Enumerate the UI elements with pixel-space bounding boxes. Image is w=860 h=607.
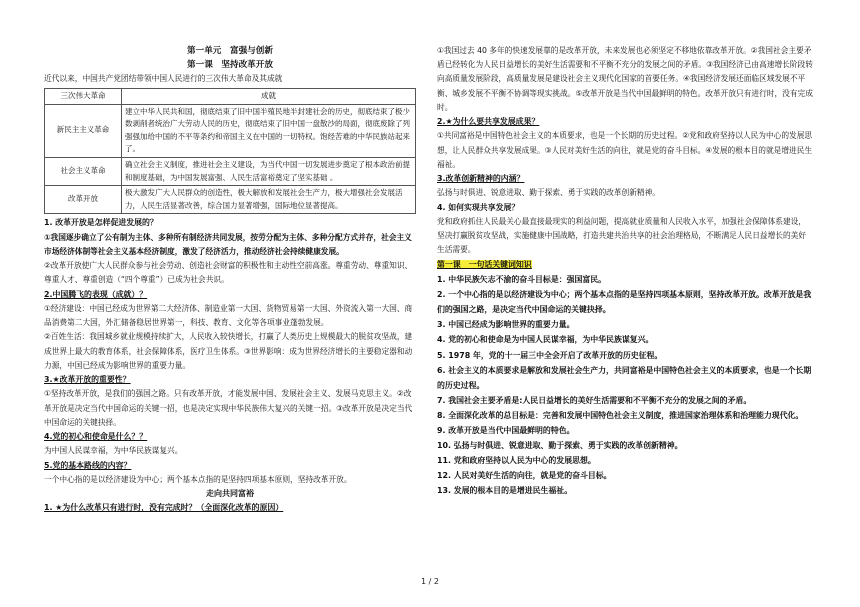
table-cell-text: 建立中华人民共和国，彻底结束了旧中国半殖民地半封建社会的历史，彻底结束了极少数剥削者统治广大劳动人民的历史，彻底结束了旧中国一盘散沙的局面，彻底废除了列强强加给中国的不平等条约和帝国主义在中国的一切特权。饱经苦难的中华民族站起来了。 — [122, 104, 416, 157]
key-point-item: 4. 党的初心和使命是为中国人民谋幸福，为中华民族谋复兴。 — [437, 335, 654, 345]
table-cell-name: 社会主义革命 — [45, 157, 122, 185]
table-header-revolution: 三次伟大革命 — [45, 89, 122, 105]
answer-text: 弘扬与时俱进、锐意进取、勤于探索、勇于实践的改革创新精神。 — [437, 188, 660, 198]
key-point-item: 13. 发展的根本目的是增进民生福祉。 — [437, 486, 573, 496]
question-heading: 1. ★为什么改革只有进行时，没有完成时？（全面深化改革的原因） — [44, 503, 284, 513]
answer-text: ①我国过去 40 多年的快速发展靠的是改革开放，未来发展也必须坚定不移地依靠改革开放。②我国社会主要矛盾已经转化为人民日益增长的美好生活需要和不平衡不充分的发展之间的矛盾。③我国经济已由高速增长阶段转向高质量发展阶段，高质量发展是建设社会主义现代化国家的首要任务。④我国经济发展还面临区域发展不平衡、城乡发展不平衡不协调等现实挑战。⑤改革开放是当代中国最鲜明的特色。改革开放只有进行时，没有完成时。 — [437, 46, 813, 112]
unit-title: 第一单元 富强与创新 — [187, 46, 273, 56]
answer-text: ②改革开放使广大人民群众参与社会劳动、创造社会财富的积极性和主动性空前高涨。尊重劳动、尊重知识、尊重人才、尊重创造（“四个尊重”）已成为社会共识。 — [44, 261, 413, 285]
table-cell-text: 极大激发广大人民群众的创造性，极大解放和发展社会生产力，极大增强社会发展活力，人民生活显著改善，综合国力显著增强，国际地位显著提高。 — [122, 186, 416, 214]
question-heading: 2.★为什么要共享发展成果？ — [437, 117, 540, 127]
key-point-item: 1. 中华民族矢志不渝的奋斗目标是：强国富民。 — [437, 275, 607, 285]
key-point-item: 9. 改革开放是当代中国最鲜明的特色。 — [437, 426, 575, 435]
key-point-item: 5. 1978 年，党的十一届三中全会开启了改革开放的历史征程。 — [437, 350, 663, 360]
answer-text: 一个中心指的是以经济建设为中心；两个基本点指的是坚持四项基本原则，坚持改革开放。 — [44, 475, 352, 485]
table-row — [45, 186, 416, 214]
revolutions-table — [44, 88, 416, 214]
section-title: 走向共同富裕 — [206, 489, 254, 499]
right-column — [437, 44, 813, 498]
key-point-item: 7. 我国社会主要矛盾是:人民日益增长的美好生活需要和不平衡不充分的发展之间的矛盾。 — [437, 395, 752, 405]
question-heading: 4. 如何实现共享发展？ — [437, 202, 520, 212]
left-column — [44, 44, 416, 516]
key-points-heading — [437, 258, 813, 272]
question-heading: 4.党的初心和使命是什么？？ — [44, 432, 148, 441]
table-header-row — [45, 89, 416, 105]
page-number: 1 / 2 — [421, 577, 439, 586]
table-cell-name: 改革开放 — [45, 186, 122, 214]
answer-text: 为中国人民谋幸福，为中华民族谋复兴。 — [44, 446, 183, 456]
key-point-item: 2. 一个中心指的是以经济建设为中心；两个基本点指的是坚持四项基本原则，坚持改革开放。改革开放是我们的强国之路，是决定当代中国命运的关键抉择。 — [437, 290, 812, 315]
table-cell-name: 新民主主义革命 — [45, 104, 122, 157]
key-point-item: 11. 党和政府坚持以人民为中心的发展思想。 — [437, 456, 596, 466]
key-point-item: 6. 社会主义的本质要求是解放和发展社会生产力，共同富裕是中国特色社会主义的本质要求，也是一个长期的历史过程。 — [437, 365, 812, 390]
answer-text: ①我国逐步确立了公有制为主体、多种所有制经济共同发展，按劳分配为主体、多种分配方式并存，社会主义市场经济体制等社会主义基本经济制度，激发了经济活力，推动经济社会持续健康发展。 — [44, 232, 412, 256]
answer-text: ①共同富裕是中国特色社会主义的本质要求，也是一个长期的历史过程。②党和政府坚持以人民为中心的发展思想，让人民群众共享发展成果。③人民对美好生活的向往，就是党的奋斗目标。④发展的根本目的就是增进民生福祉。 — [437, 131, 813, 169]
question-heading: 2.中国腾飞的表现（成就）？ — [44, 289, 148, 299]
key-point-item: 8. 全面深化改革的总目标是：完善和发展中国特色社会主义制度，推进国家治理体系和治理能力现代化。 — [437, 410, 804, 420]
lesson-title: 第一课 坚持改革开放 — [187, 60, 273, 70]
table-header-achievement: 成就 — [122, 89, 416, 105]
table-intro: 近代以来，中国共产党团结带领中国人民进行的三次伟大革命及其成就 — [44, 74, 283, 83]
answer-text: ①坚持改革开放，是我们的强国之路。只有改革开放，才能发展中国、发展社会主义、发展马克思主义。②改革开放是决定当代中国命运的关键一招，也是决定实现中华民族伟大复兴的关键一招。③改革开放是决定当代中国命运的关键抉择。 — [44, 389, 413, 427]
answer-text: ①经济建设：中国已经成为世界第二大经济体、制造业第一大国、货物贸易第一大国、外资流入第一大国、商品消费第二大国，外汇储备稳居世界第一，科技、教育、文化等各项事业蓬勃发展。 — [44, 303, 413, 328]
question-heading: 1. 改革开放是怎样促进发展的？ — [44, 218, 158, 228]
answer-text: 党和政府抓住人民最关心最直接最现实的利益问题，提高就业质量和人民收入水平，加强社会保障体系建设，坚决打赢脱贫攻坚战，实施健康中国战略，打造共建共治共享的社会治理格局，不断满足人民日益增长的美好生活需要。 — [437, 217, 807, 255]
table-row — [45, 104, 416, 157]
question-heading: 5.党的基本路线的内容？ — [44, 460, 132, 470]
key-point-item: 3. 中国已经成为影响世界的重要力量。 — [437, 320, 575, 330]
question-heading: 3.改革创新精神的内涵？ — [437, 174, 525, 184]
answer-text: ②百姓生活：我国城乡就业规模持续扩大，人民收入较快增长，打赢了人类历史上规模最大的脱贫攻坚战，建成世界上最大的教育体系，社会保障体系，医疗卫生体系。③世界影响：成为世界经济增长的主要稳定器和动力源，中国已经成为影响世界的重要力量。 — [44, 332, 413, 370]
highlighted-heading: 第一课 一句话关键词知识 — [437, 259, 532, 269]
question-heading: 3.★改革开放的重要性？ — [44, 374, 131, 384]
key-point-item: 10. 弘扬与时俱进、锐意进取、勤于探索、勇于实践的改革创新精神。 — [437, 441, 683, 451]
key-point-item: 12. 人民对美好生活的向往，就是党的奋斗目标。 — [437, 471, 612, 481]
table-cell-text: 确立社会主义制度，推进社会主义建设，为当代中国一切发展进步奠定了根本政治前提和制度基础，为中国发展富强、人民生活富裕奠定了坚实基础 。 — [122, 157, 416, 185]
table-row — [45, 157, 416, 185]
